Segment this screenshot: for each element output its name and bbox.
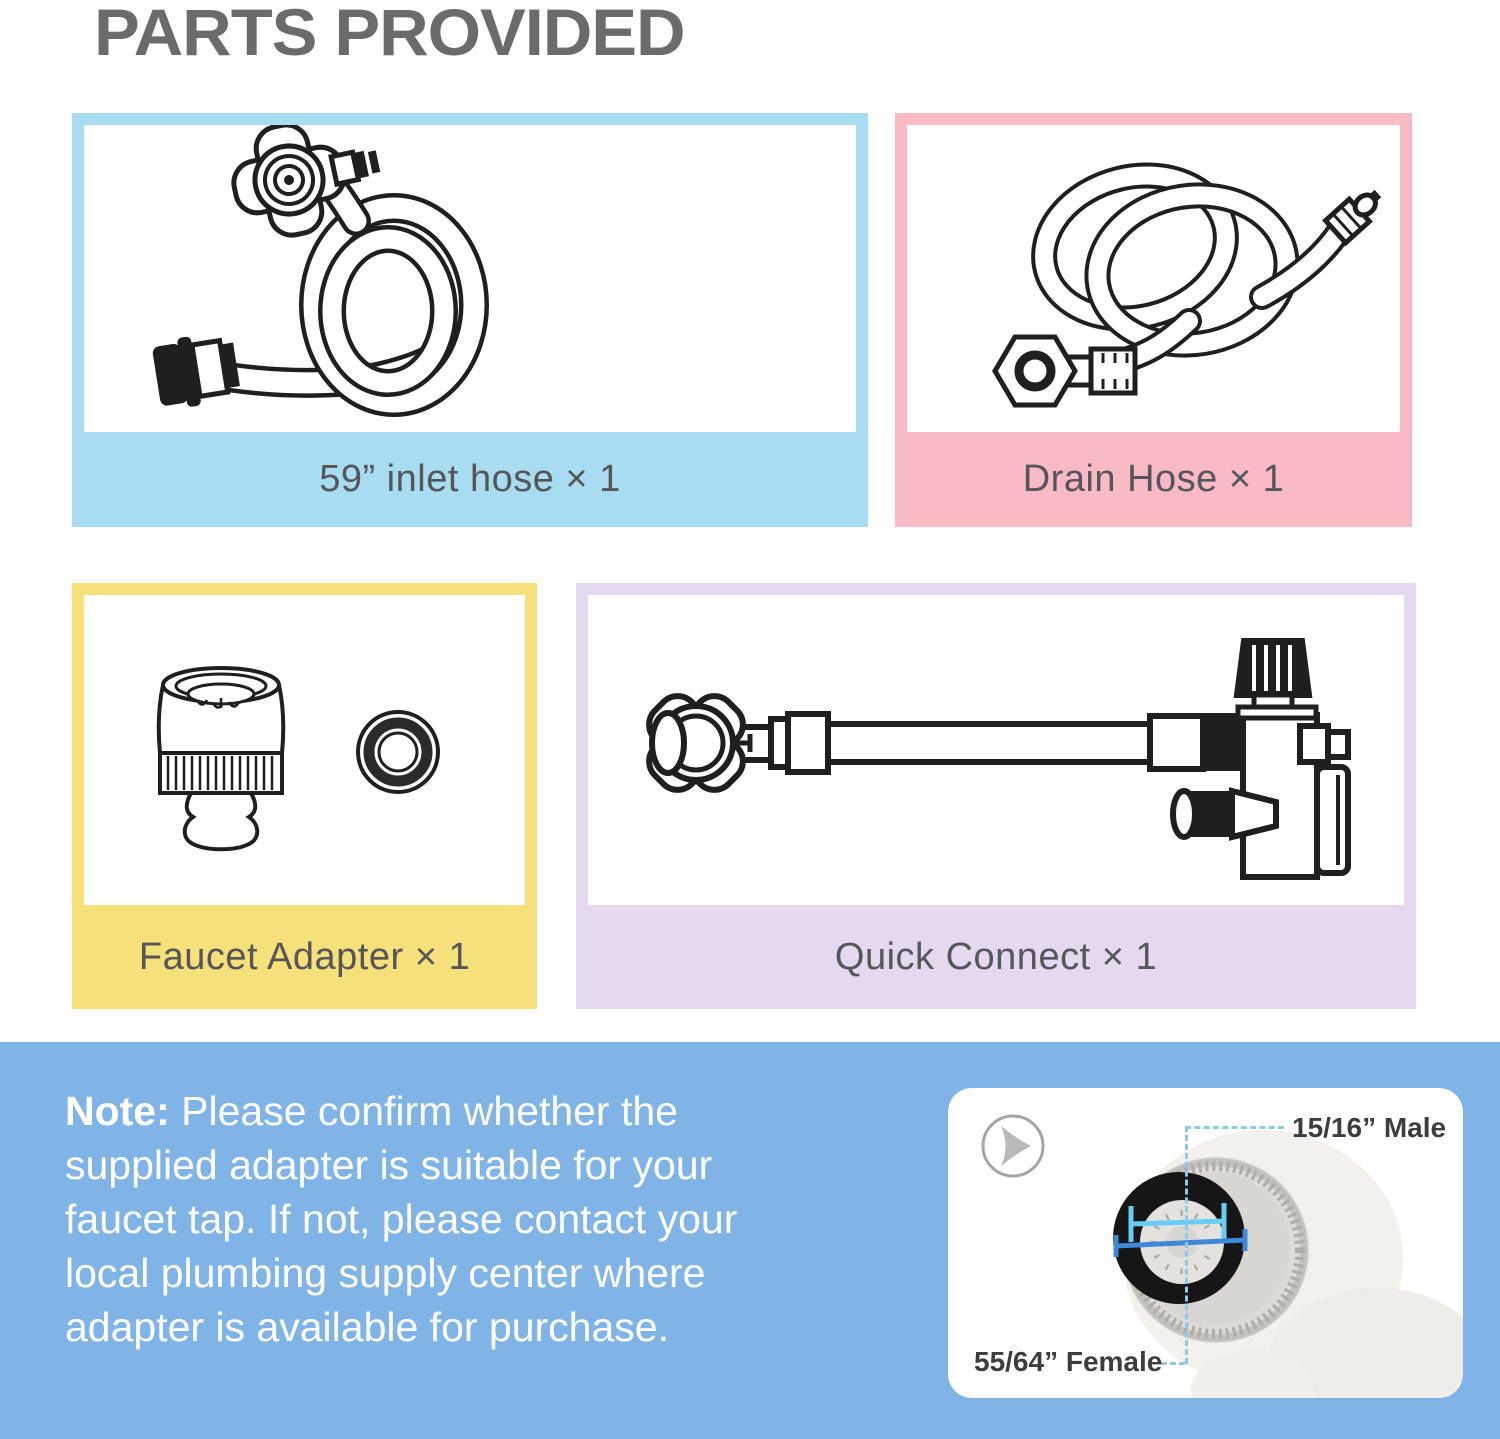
quick-connect-label: Quick Connect × 1 [834, 935, 1158, 978]
drain-hose-label: Drain Hose × 1 [1022, 458, 1285, 500]
quick-connect-caption-strip [576, 905, 1416, 1009]
inlet-hose-drawing [84, 125, 856, 432]
page-title: PARTS PROVIDED [94, 0, 685, 69]
dimension-dashed-line-vertical [1185, 1126, 1188, 1364]
inlet-hose-label: 59” inlet hose × 1 [319, 458, 621, 500]
faucet-adapter-caption-strip [72, 905, 537, 1009]
male-dimension-dashed-line [1185, 1126, 1284, 1129]
female-size-label: 55/64” Female [974, 1346, 1163, 1377]
drain-hose-caption-strip [895, 432, 1412, 527]
male-size-label: 15/16” Male [1292, 1112, 1447, 1143]
note-line: faucet tap. If not, please contact your [65, 1196, 738, 1242]
part-card-quick-connect [576, 583, 1416, 1009]
note-line: local plumbing supply center where [65, 1250, 706, 1296]
faucet-adapter-label: Faucet Adapter × 1 [138, 935, 471, 978]
inlet-hose-illustration [84, 125, 856, 432]
quick-connect-illustration [588, 595, 1404, 905]
adapter-detail-card [948, 1088, 1463, 1398]
faucet-adapter-illustration [84, 595, 525, 905]
note-line: supplied adapter is suitable for your [65, 1142, 713, 1188]
drain-hose-illustration [907, 125, 1400, 432]
inlet-hose-caption-strip [72, 432, 868, 527]
part-card-inlet-hose [72, 113, 868, 527]
note-line: Please confirm whether the [181, 1088, 678, 1134]
note-section [0, 1042, 1500, 1439]
drain-hose-drawing [907, 125, 1400, 432]
part-card-drain-hose [895, 113, 1412, 527]
note-line: adapter is available for purchase. [65, 1304, 669, 1350]
note-text [65, 1084, 965, 1354]
female-dimension-dashed-line [1161, 1362, 1185, 1365]
faucet-adapter-drawing [84, 595, 525, 905]
play-arrow-icon [980, 1113, 1046, 1179]
part-card-faucet-adapter [72, 583, 537, 1009]
quick-connect-drawing [588, 595, 1404, 905]
note-prefix: Note: [65, 1088, 170, 1134]
